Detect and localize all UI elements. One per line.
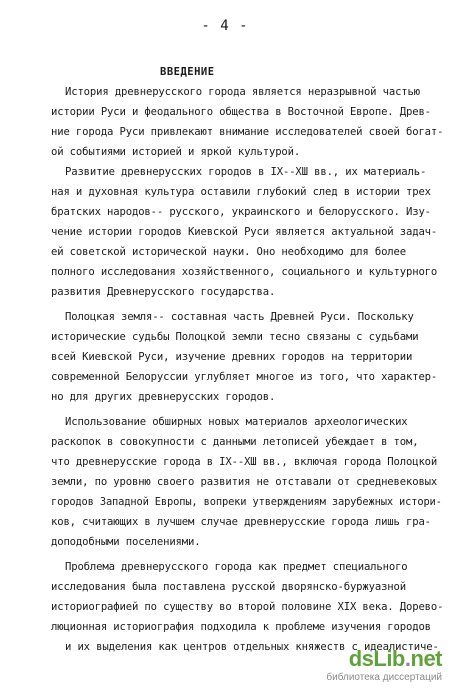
text-line: люционная историография подходила к проблеме изучения городов <box>51 621 431 633</box>
text-line: полного исследования хозяйственного, социального и культурного <box>51 266 438 278</box>
text-line: и их выделения как центров отдельных княжеств с идеалистиче- <box>65 641 439 653</box>
text-line: Использование обширных новых материалов археологических <box>65 416 408 428</box>
text-line: братских народов-- русского, украинского и белорусского. Изу- <box>51 206 431 218</box>
text-line: История древнерусского города является неразрывной частью <box>65 86 420 98</box>
text-line: Развитие древнерусских городов в IX--XШ вв., их материаль- <box>65 166 427 178</box>
text-line: ков, считающих в лучшем случае древнерусские города лишь гра- <box>51 516 431 528</box>
text-line: историографией по существу во второй половине XIX века. Дорево- <box>51 601 444 613</box>
text-line: развития Древнерусского государства. <box>51 286 276 298</box>
section-heading: ВВЕДЕНИЕ <box>160 66 215 78</box>
text-line: Проблема древнерусского города как предмет специального <box>65 561 408 573</box>
text-line: но для других древнерусских городов. <box>51 391 276 403</box>
watermark-logo: dsLib.net <box>348 646 442 671</box>
text-line: городов Западной Европы, вопреки утверждениям зарубежных истори- <box>51 496 442 508</box>
text-line: ная и духовная культура оставили глубокий след в истории трех <box>51 186 431 198</box>
text-line: ой событиями историей и яркой культурой. <box>51 146 301 158</box>
text-line: чение истории городов Киевской Руси является актуальной задач- <box>51 226 438 238</box>
text-line: истории Руси и феодального общества в Восточной Европе. Древ- <box>51 106 431 118</box>
text-line: современной Белоруссии углубляет многое из того, что характер- <box>51 371 438 383</box>
text-line: раскопок в совокупности с данными летописей убеждает в том, <box>51 436 419 448</box>
watermark-subtitle: библиотека диссертаций <box>326 672 442 683</box>
text-line: что древнерусские города в IX--XШ вв., включая города Полоцкой <box>51 456 438 468</box>
text-line: всей Киевской Руси, изучение древних городов на территории <box>51 351 413 363</box>
text-line: исторические судьбы Полоцкой земли тесно связаны с судьбами <box>51 331 419 343</box>
text-line: Полоцкая земля-- составная часть Древней Руси. Поскольку <box>65 311 414 323</box>
text-line: исследования была поставлена русской дворянско-буржуазной <box>51 581 406 593</box>
text-line: земли, по уровню своего развития не отставали от средневековых <box>51 476 438 488</box>
text-line: ей советской исторической науки. Оно необходимо для более <box>51 246 406 258</box>
text-line: ние города Руси привлекают внимание исследователей своей богат- <box>51 126 444 138</box>
text-line: доподобными поселениями. <box>51 536 201 548</box>
watermark <box>302 648 442 688</box>
page-number: - 4 - <box>201 18 249 34</box>
